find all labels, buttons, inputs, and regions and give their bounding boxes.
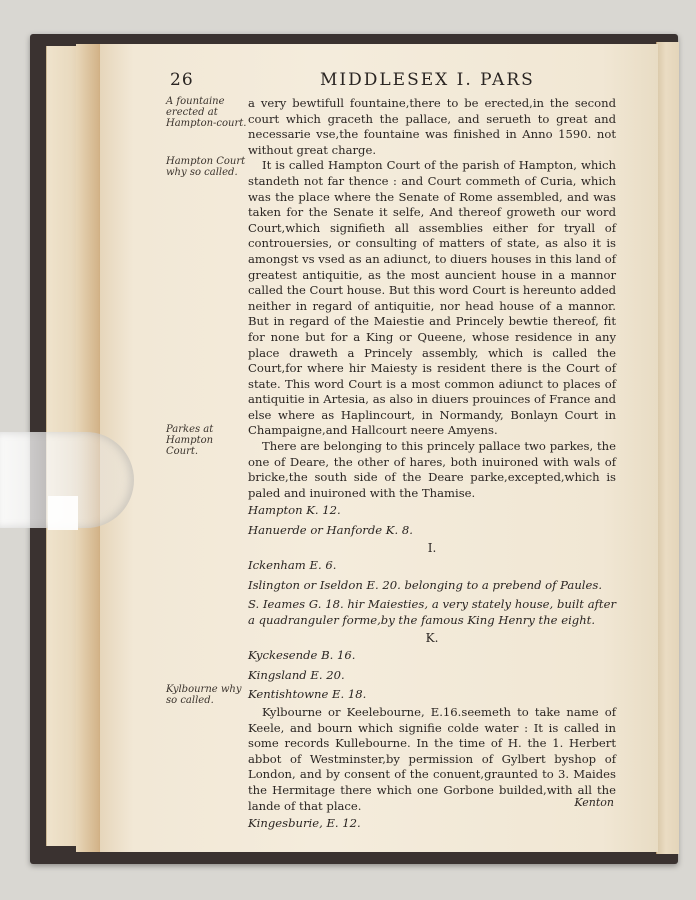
entry-ickenham: Ickenham E. 6. bbox=[248, 558, 337, 573]
margin-note: Hampton Court why so called. bbox=[166, 156, 246, 178]
margin-note: Parkes at Hampton Court. bbox=[166, 424, 214, 457]
page-number: 26 bbox=[170, 70, 194, 90]
right-page-stack bbox=[656, 42, 679, 854]
entry-kingsland: Kingsland E. 20. bbox=[248, 667, 345, 682]
paragraph-hampton-court: It is called Hampton Court of the parish of Hampton, which standeth not far thence : and Court commeth of Curia, which was the place where the Senate of Rome assembled, and was taken for the Senate it selfe, And thereof groweth our word Court,which signifieth all assemblies either for tryall of controuersies, or consulting of matters of state, as also it is amongst vs vsed as an adiunct, to diuers houses in this land of greatest antiquitie, as the most auncient house in a mannor called the Court house. But this word Court is hereunto added neither in regard of antiquitie, nor head house of a mannor. But in regard of the Maiestie and Princely bewtie thereof, fit for none but for a King or Queene, whose residence in any place draweth a Princely assembly, which is called the Court,for where hir Maiesty is resident there is the Court of state. This word Court is a most common adiunct to places of antiquitie in Artesia, as also in diuers prouinces of France and else where as Haplincourt, in Normandy, Bonlayn Court in Champaigne,and Hallcourt neere Amyens. bbox=[248, 158, 616, 438]
paragraph-kylbourne: Kylbourne or Keelebourne, E.16.seemeth to take name of Keele, and bourn which signifie colde water : It is called in some records Kullebourne. In the time of H. the 1. Herbert abbot of Westminster,by permission of Gylbert byshop of London, and by consent of the conuent,graunted to 3. Maides the Hermitage there which one Gorbone builded,with all the lande of that place. bbox=[248, 704, 616, 813]
entry-kyckesende: Kyckesende B. 16. bbox=[248, 648, 356, 663]
running-header bbox=[100, 70, 658, 92]
paragraph-parkes: There are belonging to this princely pallace two parkes, the one of Deare, the other of hares, both inuironed with wals of bricke,the south side of the Deare parke,excepted,which is paled and inuironed with the Thamise. bbox=[248, 439, 616, 500]
entry-kingesburie: Kingesburie, E. 12. bbox=[248, 816, 361, 831]
page-clip-tab bbox=[48, 496, 78, 530]
entry-hanuerde: Hanuerde or Hanforde K. 8. bbox=[248, 523, 413, 538]
running-title: MIDDLESEX I. PARS bbox=[320, 70, 535, 90]
page-body bbox=[248, 96, 616, 834]
section-letter-i: I. bbox=[427, 540, 437, 555]
margin-note: Kylbourne why so called. bbox=[166, 684, 242, 706]
margin-note: A fountaine erected at Hampton-court. bbox=[166, 96, 247, 129]
entry-kentishtowne: Kentishtowne E. 18. bbox=[248, 687, 367, 702]
entry-s-ieames: S. Ieames G. 18. hir Maiesties, a very stately house, built after a quadranguler forme,by the famous King Henry the eight. bbox=[248, 597, 616, 627]
paragraph-fountaine: a very bewtifull fountaine,there to be erected,in the second court which graceth the pallace, and serueth to great and necessarie vse,the fountaine was finished in Anno 1590. not without great charge. bbox=[248, 96, 616, 157]
book-page bbox=[100, 44, 658, 852]
entry-islington: Islington or Iseldon E. 20. belonging to a prebend of Paules. bbox=[248, 577, 603, 592]
entry-hampton: Hampton K. 12. bbox=[248, 503, 341, 518]
catchword: Kenton bbox=[574, 796, 614, 809]
section-letter-k: K. bbox=[425, 630, 439, 645]
